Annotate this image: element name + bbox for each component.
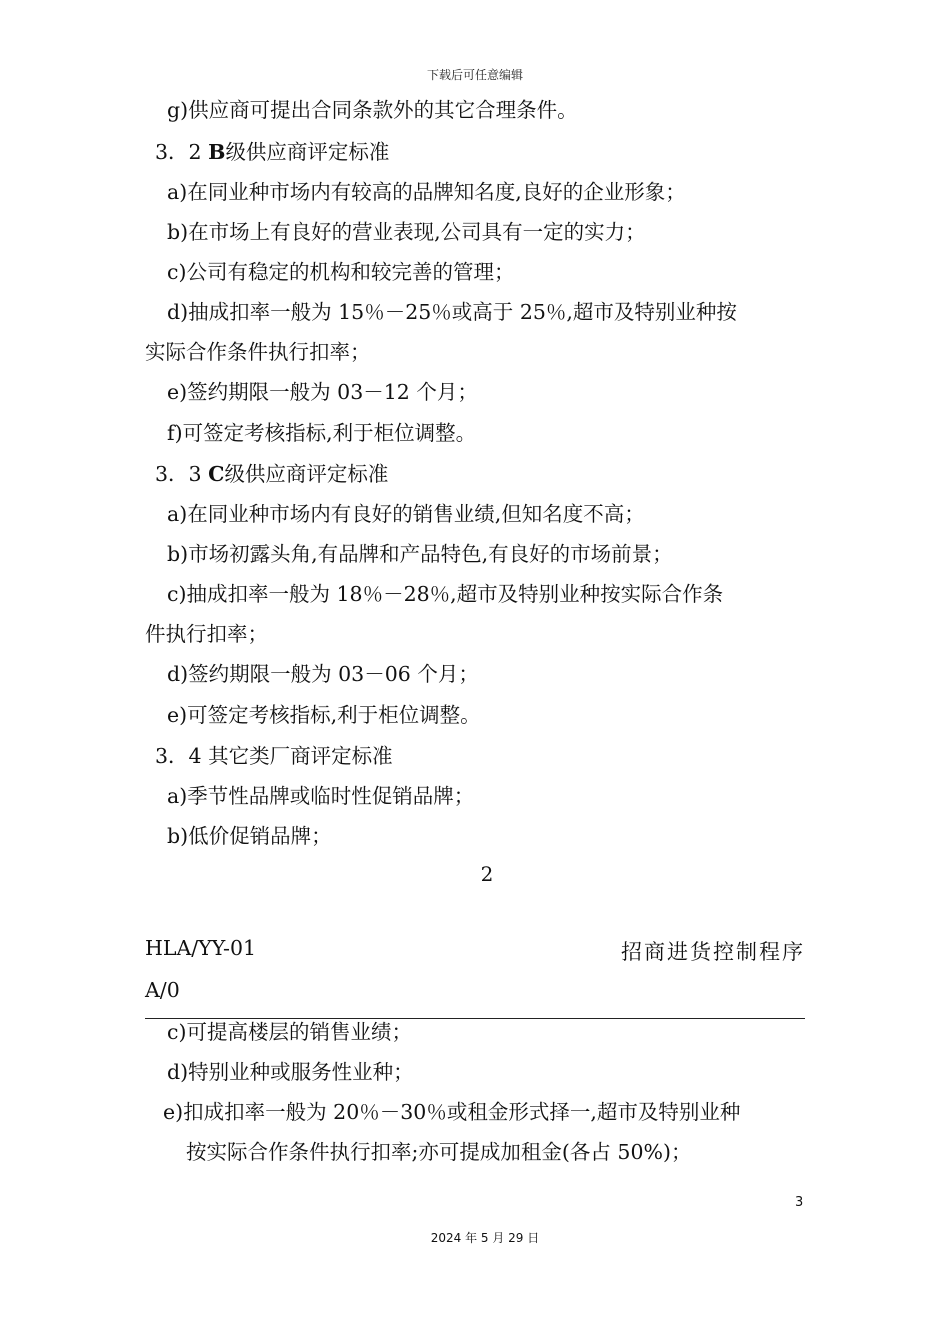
header-divider — [145, 1018, 805, 1019]
text-line: e)签约期限一般为 03－12 个月； — [167, 380, 478, 404]
document-revision: A/0 — [145, 978, 180, 1002]
text-line: 实际合作条件执行扣率； — [145, 340, 371, 364]
header-note: 下载后可任意编辑 — [426, 68, 523, 82]
document-title: 招商进货控制程序 — [621, 940, 805, 964]
text-line: e)可签定考核指标,利于柜位调整。 — [167, 703, 481, 727]
text-line: a)在同业种市场内有良好的销售业绩,但知名度不高； — [167, 502, 645, 526]
text-line: 按实际合作条件执行扣率;亦可提成加租金(各占 50%)； — [186, 1140, 692, 1164]
text-line: e)扣成扣率一般为 20％－30％或租金形式择一,超市及特别业种 — [163, 1100, 741, 1124]
text-line: a)在同业种市场内有较高的品牌知名度,良好的企业形象； — [167, 180, 686, 204]
text-line: d)特别业种或服务性业种； — [167, 1060, 414, 1084]
text-line: 3．2 B级供应商评定标准 — [155, 140, 390, 164]
text-line: g)供应商可提出合同条款外的其它合理条件。 — [167, 98, 578, 122]
text-line: d)签约期限一般为 03－06 个月； — [167, 662, 479, 686]
text-line: 3．4 其它类厂商评定标准 — [155, 744, 393, 768]
grade-letter: C — [208, 462, 225, 486]
text-line: 3．3 C级供应商评定标准 — [155, 462, 389, 486]
page-number-secondary: 3 — [795, 1195, 804, 1210]
text-line: b)市场初露头角,有品牌和产品特色,有良好的市场前景； — [167, 542, 673, 566]
text-line: c)可提高楼层的销售业绩； — [167, 1020, 412, 1044]
text-line: f)可签定考核指标,利于柜位调整。 — [167, 421, 477, 445]
page-number: 2 — [480, 862, 494, 886]
text-line: b)在市场上有良好的营业表现,公司具有一定的实力； — [167, 220, 646, 244]
footer-date: 2024 年 5 月 29 日 — [430, 1231, 540, 1245]
text-line: 件执行扣率； — [145, 622, 268, 646]
text-line: c)公司有稳定的机构和较完善的管理； — [167, 260, 515, 284]
grade-letter: B — [208, 140, 226, 164]
text-line: b)低价促销品牌； — [167, 824, 332, 848]
text-line: d)抽成扣率一般为 15％－25％或高于 25％,超市及特别业种按 — [167, 300, 737, 324]
text-line: a)季节性品牌或临时性促销品牌； — [167, 784, 475, 808]
text-line: c)抽成扣率一般为 18％－28％,超市及特别业种按实际合作条 — [167, 582, 724, 606]
document-code: HLA/YY-01 — [145, 936, 257, 960]
